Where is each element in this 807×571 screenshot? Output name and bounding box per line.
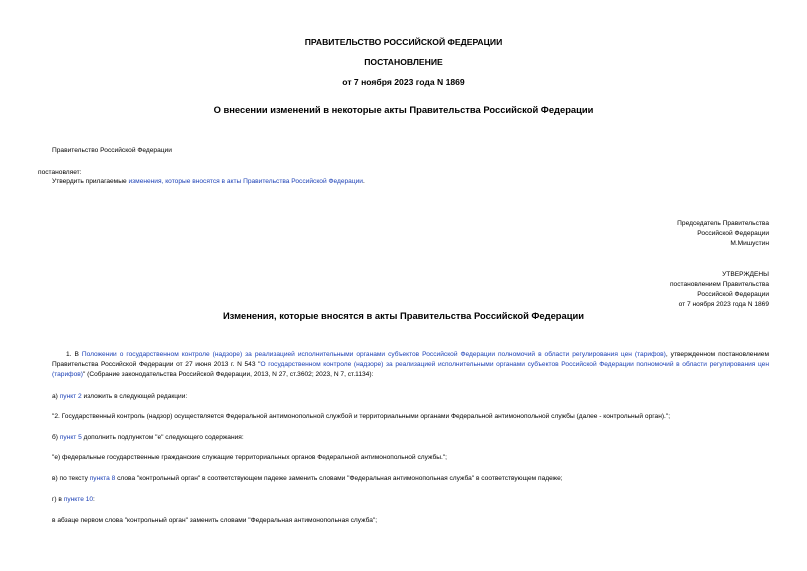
document-title: О внесении изменений в некоторые акты Правительства Российской Федерации <box>213 104 594 115</box>
approved-label: УТВЕРЖДЕНЫ <box>722 271 769 278</box>
point-10-link[interactable]: пункте 10 <box>63 496 94 503</box>
sub-item-v <box>52 474 563 484</box>
quote-b: "е) федеральные государственные гражданские служащие территориальных органов Федеральной антимонопольной службы."; <box>52 454 447 461</box>
item-1-prefix: 1. В <box>66 351 82 358</box>
approved-date: от 7 ноября 2023 года N 1869 <box>678 301 769 308</box>
sub-item-a <box>52 392 187 402</box>
point-8-link[interactable]: пункта 8 <box>89 475 116 482</box>
sub-a-suffix: изложить в следующей редакции: <box>81 393 188 400</box>
sub-g-prefix: г) в <box>52 496 64 503</box>
signature-position: Председатель Правительства <box>677 220 769 227</box>
approve-line <box>52 177 365 187</box>
sub-b-suffix: дополнить подпунктом "е" следующего содержания: <box>81 434 244 441</box>
header-government: ПРАВИТЕЛЬСТВО РОССИЙСКОЙ ФЕДЕРАЦИИ <box>304 37 503 47</box>
decrees-line: постановляет: <box>38 169 82 176</box>
approved-country: Российской Федерации <box>697 291 769 298</box>
sub-g-suffix: : <box>93 496 95 503</box>
changes-title: Изменения, которые вносятся в акты Правительства Российской Федерации <box>222 310 585 321</box>
quote-a: "2. Государственный контроль (надзор) осуществляется Федеральной антимонопольной службой и территориальными органами Федеральной антимонопольной службы (далее - контрольный орган)."; <box>52 413 671 420</box>
approve-suffix: . <box>362 178 365 185</box>
item-1-suffix: " (Собрание законодательства Российской Федерации, 2013, N 27, ст.3602; 2023, N 7, ст.1134): <box>82 370 374 378</box>
sub-item-b <box>52 433 244 443</box>
regulation-link[interactable]: Положении о государственном контроле (надзоре) за реализацией исполнительными органами субъектов Российской Федерации полномочий в области регулирования цен (тарифов) <box>81 351 666 358</box>
point-2-link[interactable]: пункт 2 <box>59 393 82 400</box>
approved-by: постановлением Правительства <box>669 281 769 288</box>
item-1-mid: , утвержденном постановлением Правительства Российской Федерации от 27 июня 2013 г. N 543 " <box>52 351 769 368</box>
header-date: от 7 ноября 2023 года N 1869 <box>342 77 465 87</box>
sub-g-text: в абзаце первом слова "контрольный орган" заменить словами "Федеральная антимонопольная служба"; <box>52 517 378 524</box>
sub-item-g <box>52 495 95 505</box>
sub-v-suffix: слова "контрольный орган" в соответствующем падеже заменить словами "Федеральная антимонопольная служба" в соответствующем падеже; <box>115 475 563 482</box>
government-line: Правительство Российской Федерации <box>52 147 172 154</box>
item-1 <box>52 350 769 379</box>
changes-link[interactable]: изменения, которые вносятся в акты Правительства Российской Федерации <box>128 178 363 185</box>
point-5-link[interactable]: пункт 5 <box>59 434 82 441</box>
signature-name: М.Мишустин <box>730 240 769 247</box>
sub-b-prefix: б) <box>52 434 60 441</box>
decree-link[interactable]: О государственном контроле (надзоре) за реализацией исполнительными органами субъектов Российской Федерации полномочий в области регулирования цен (тарифов) <box>52 360 769 378</box>
sub-v-prefix: в) по тексту <box>52 475 90 482</box>
header-decree: ПОСТАНОВЛЕНИЕ <box>364 57 443 67</box>
signature-country: Российской Федерации <box>697 230 769 237</box>
sub-a-prefix: а) <box>52 393 60 400</box>
approve-prefix: Утвердить прилагаемые <box>52 178 129 185</box>
